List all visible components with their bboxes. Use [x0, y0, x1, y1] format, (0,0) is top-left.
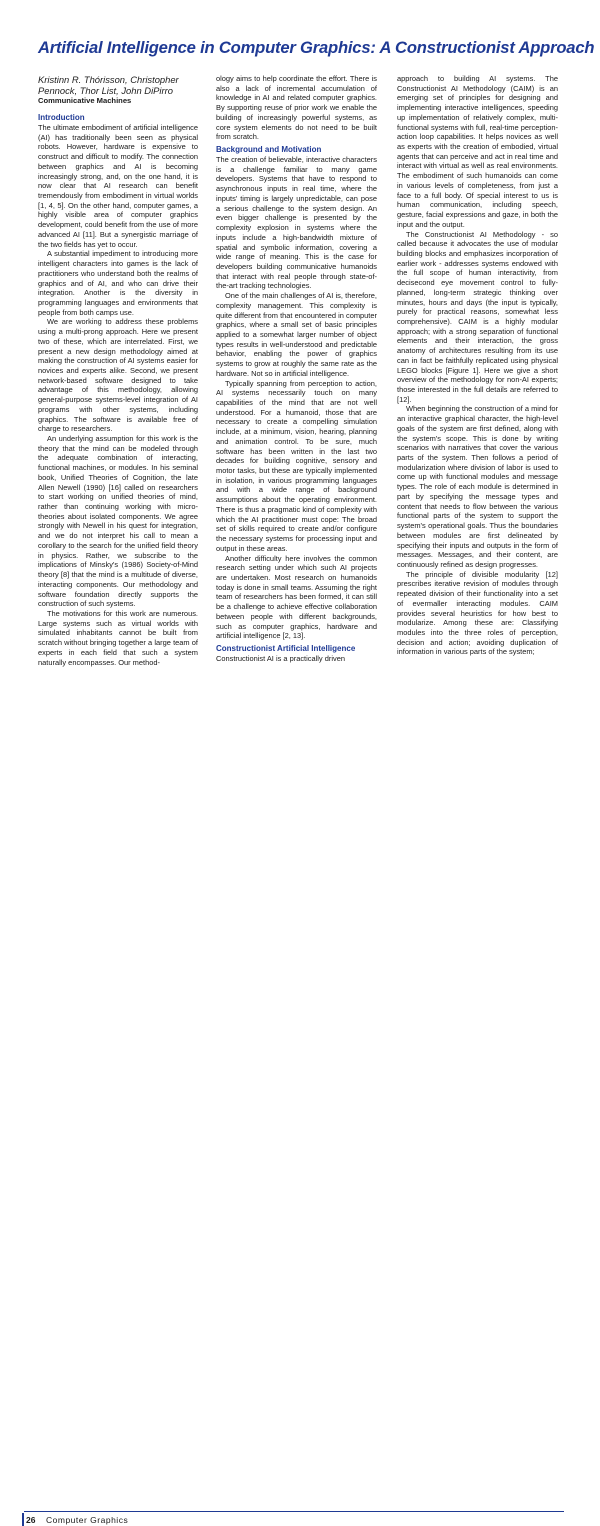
- paragraph: Typically spanning from perception to action, AI systems necessarily touch on many capabilities of the mind that are not well understood. For a humanoid, those that are necessary to create a compelling simulation include, at a minimum, vision, hearing, planning and animation control. To be sure, much software has been written in the last two decades for building cognitive, sensory and motor tasks, but these are typically implemented in isolation, in various programming languages and with a wide range of background assumptions about the operating environment. There is thus a pragmatic kind of complexity with which the AI practitioner must cope: The broad set of skills required to create and/or configure the necessary systems for processing input and output in these areas.: [216, 378, 377, 553]
- paragraph: One of the main challenges of AI is, therefore, complexity management. This complexity is quite different from that encountered in computer graphics, where a small set of basic principles applied to a somewhat larger number of object types results in well-understood and predictable behavior, enabling the power of graphics systems to grow at roughly the same rate as the hardware. Not so in artificial intelligence.: [216, 291, 377, 378]
- author-list: Kristinn R. Thórisson, Christopher Pennock, Thor List, John DiPirro: [38, 74, 179, 96]
- paragraph: Another difficulty here involves the common research setting under which such AI projects are undertaken. Most research on humanoids today is done in small teams. Assuming the right team of researchers has been formed, it can still be a challenge to achieve effective collaboration between people with different backgrounds, such as computer graphics, hardware and artificial intelligence [2, 13].: [216, 553, 377, 641]
- paragraph: ology aims to help coordinate the effort. There is also a lack of incremental accumulation of knowledge in AI and related computer graphics. By supporting reuse of prior work we enable the building of increasingly powerful systems, as core system elements do not need to be built from scratch.: [216, 74, 377, 142]
- column-2: [216, 74, 377, 664]
- affiliation: Communicative Machines: [38, 96, 132, 105]
- page-footer: [0, 754, 600, 1525]
- section-heading-introduction: Introduction: [38, 113, 85, 122]
- section-heading-background: Background and Motivation: [216, 145, 322, 155]
- column-3: [397, 74, 558, 657]
- column-1: [38, 74, 198, 667]
- paragraph: The Constructionist AI Methodology - so called because it advocates the use of modular building blocks and emphasizes incorporation of earlier work - addresses systems endowed with the full scope of human interactivity, from decisecond eye movement control to fully-planned, long-term strategic thinking over minutes, hours and days (the input is typically, purely for practical reasons, somewhat less comprehensive). CAIM is a highly modular approach; with a strong separation of functional elements and their interaction, the gross anatomy of architectures resulting from its use can in fact be faithfully replicated using physical LEGO blocks [Figure 1]. Here we give a short overview of the methodology for non-AI experts; those interested in the full details are referred to [12].: [397, 229, 558, 404]
- footer-rule: [24, 1511, 564, 1512]
- paragraph: When beginning the construction of a mind for an interactive graphical character, the high-level goals of the system are first defined, along with the system's scope. This is done by writing scenarios with narratives that cover the various parts of the system. Then follows a period of modularization where division of labor is used to come up with functional modules and message types. The role of each module is determined in part by specifying the message types and content that needs to flow between the various functional parts of the system to support the system's operational goals. Thus the boundaries between modules are first delineated by specifying their inputs and outputs in the form of messages. Messages, and their content, are continuously refined as design progresses.: [397, 404, 558, 569]
- article-title: Artificial Intelligence in Computer Graphics: A Constructionist Approach: [38, 38, 595, 57]
- paragraph: An underlying assumption for this work is the theory that the mind can be modeled through the adequate combination of interacting, functional machines, or modules. In his seminal book, Unified Theories of Cognition, the late Allen Newell (1990) [16] called on researchers to start working on unified theories of mind, rather than continuing working with micro-theories about isolated components. We agree strongly with Newell in his quest for integration, and we do not interpret his call to mean a corollary to the search for the unified field theory in physics. Rather, we subscribe to the implications of Minsky's (1986) Society-of-Mind theory [8] that the mind is a multitude of diverse, interacting components. Our methodology and software foundation directly supports the construction of such systems.: [38, 434, 198, 609]
- paragraph: The ultimate embodiment of artificial intelligence (AI) has traditionally been seen as physical robots. However, hardware is expensive to construct and difficult to modify. The connection between graphics and AI is becoming increasingly strong, and, on the one hand, it is now clear that AI research can benefit tremendously from embodiment in virtual worlds [1, 4, 5]. On the other hand, computer games, a highly visible area of computer graphics development, could benefit from the use of more advanced AI [11]. But a synergistic marriage of the two fields has yet to occur.: [38, 123, 198, 249]
- magazine-name: Computer Graphics: [46, 1515, 129, 1525]
- paragraph: Constructionist AI is a practically driven: [216, 653, 345, 663]
- paragraph: A substantial impediment to introducing more intelligent characters into games is the lack of practitioners who understand both the realms of graphics and of AI, and who can drive their integration. Another is the diversity in programming languages and environments that people from both camps use.: [38, 249, 198, 317]
- section-heading-constructionist-ai: Constructionist Artificial Intelligence: [216, 643, 356, 653]
- paragraph: The motivations for this work are numerous. Large systems such as virtual worlds with simulated inhabitants cannot be built from scratch without bringing together a large team of experts in each field that such a system naturally encompasses. Our method-: [38, 608, 198, 667]
- paragraph: We are working to address these problems using a multi-prong approach. Here we present two of these, which are interrelated. First, we present a new design methodology aimed at making the construction of AI systems easier for novices and experts alike. Second, we present network-based software designed to take advantage of this methodology, allowing general-purpose systems-level integration of AI programs with other systems, including graphics. The software is available free of charge to researchers.: [38, 317, 198, 434]
- paragraph: approach to building AI systems. The Constructionist AI Methodology (CAIM) is an emerging set of principles for designing and implementing interactive intelligences, speeding up implementation of relatively complex, multi-functional systems with full, real-time perception-action loop capabilities. It helps novices as well as experts with the creation of embodied, virtual agents that can perceive and act in real time and interact with virtual as well as real environments. The embodiment of such humanoids can come in various levels of completeness, from just a face to a full body. Of special interest to us is human communication, including speech, gesture, facial expressions and gaze, in both the input and the output.: [397, 74, 558, 229]
- paragraph: The principle of divisible modularity [12] prescribes iterative revision of modules through repeated division of their functionality into a set of evermaller interacting modules. CAIM provides several heuristics for how best to modularize. Among these are: Classifying modules into the three roles of perception, decision and action; avoiding duplication of information in various parts of the system;: [397, 569, 558, 657]
- paragraph: The creation of believable, interactive characters is a challenge familiar to many game developers. Systems that have to respond to asynchronous inputs in real time, where the inputs' timing is largely unpredictable, can pose a serious challenge to the system design. An even bigger challenge is presented by the complexity explosion in systems where the inputs include a high-bandwidth mixture of spatial and symbolic information, covering a wide range of meaning. This is the case for developers building communicative humanoids that interact with real people through state-of-the-art tracking technologies.: [216, 155, 377, 291]
- page-number: 26: [26, 1515, 36, 1525]
